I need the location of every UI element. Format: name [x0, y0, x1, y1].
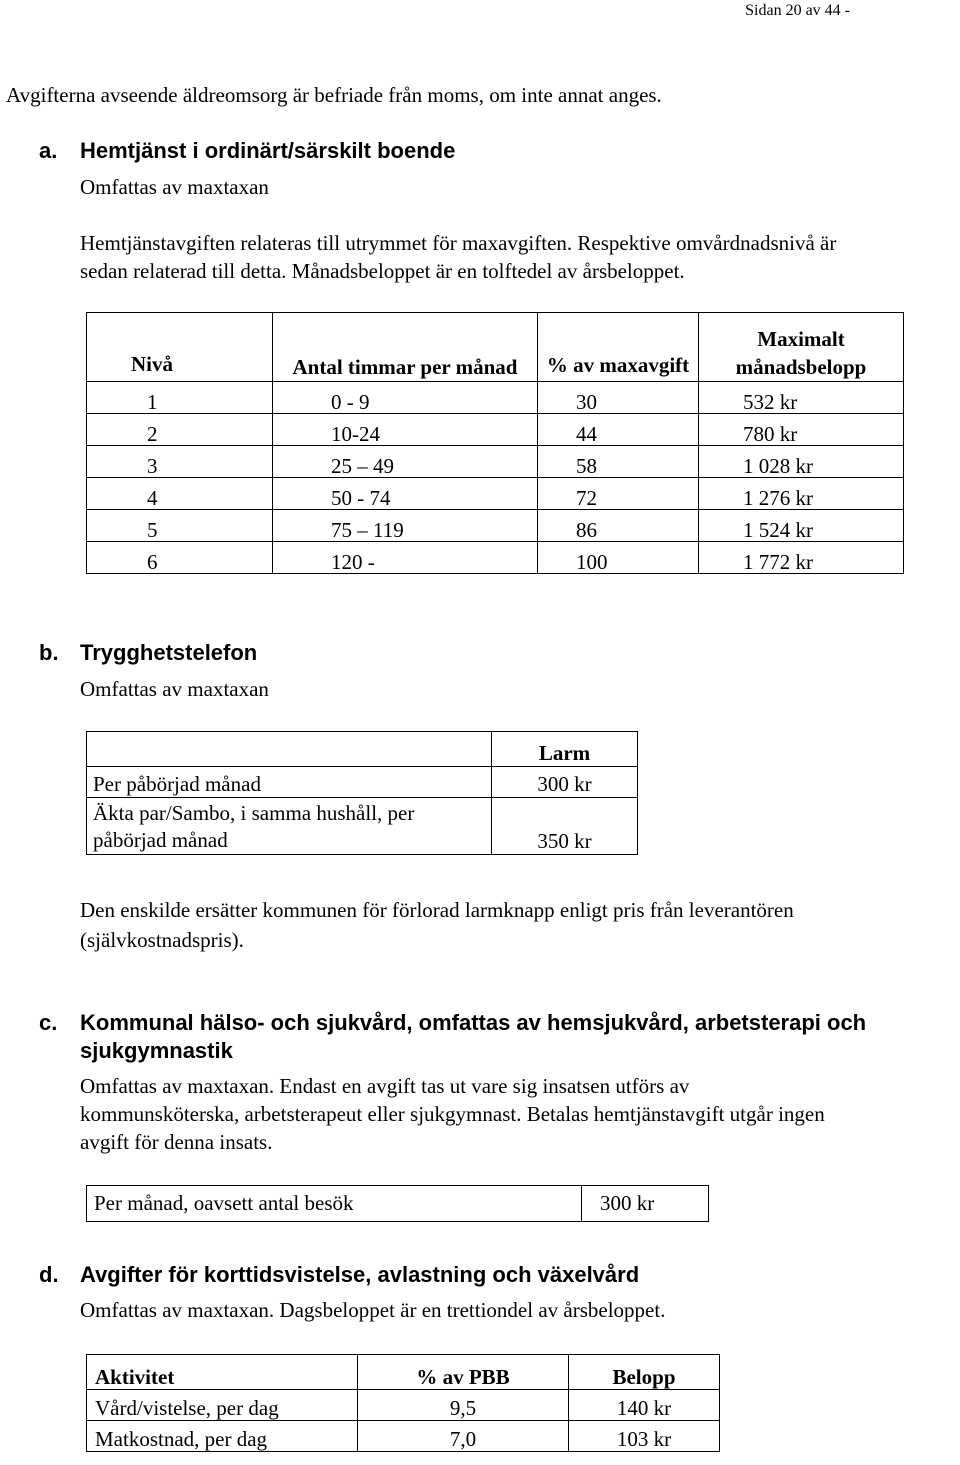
table-cell: 50 - 74	[273, 478, 538, 510]
table-cell: 4	[87, 478, 273, 510]
table-header-cell: Belopp	[569, 1355, 720, 1390]
intro-text: Avgifterna avseende äldreomsorg är befriade från moms, om inte annat anges.	[6, 83, 662, 107]
table-cell: Matkostnad, per dag	[87, 1421, 358, 1452]
table-cell: 300 kr	[492, 767, 638, 798]
section-a-line: Omfattas av maxtaxan	[80, 175, 269, 199]
level-fee-table	[86, 312, 904, 574]
table-header-row	[87, 732, 638, 767]
table-header-cell: Aktivitet	[87, 1355, 358, 1390]
table-cell: 6	[87, 542, 273, 574]
table-row	[87, 478, 904, 510]
table-cell: 780 kr	[699, 414, 904, 446]
table-row	[87, 414, 904, 446]
health-care-fee-table	[86, 1185, 709, 1222]
table-cell: 5	[87, 510, 273, 542]
table-cell: 532 kr	[699, 382, 904, 414]
section-a-title: Hemtjänst i ordinärt/särskilt boende	[80, 138, 456, 163]
table-cell: 75 – 119	[273, 510, 538, 542]
table-header-cell: Antal timmar per månad	[273, 313, 538, 382]
table-cell: 9,5	[358, 1390, 569, 1421]
table-cell: 140 kr	[569, 1390, 720, 1421]
section-d-heading	[39, 1262, 640, 1288]
table-cell: 300 kr	[582, 1186, 709, 1222]
table-cell: 1 524 kr	[699, 510, 904, 542]
section-a-line: sedan relaterad till detta. Månadsbeloppet är en tolftedel av årsbeloppet.	[80, 259, 685, 283]
section-c-marker: c.	[39, 1010, 58, 1035]
table-cell: 58	[538, 446, 699, 478]
table-row	[87, 446, 904, 478]
table-cell: 2	[87, 414, 273, 446]
table-cell: 86	[538, 510, 699, 542]
table-header-row	[87, 1355, 720, 1390]
table-cell: 350 kr	[492, 798, 638, 855]
section-c-title-line: sjukgymnastik	[80, 1038, 233, 1063]
table-header-cell: Larm	[492, 732, 638, 767]
table-cell: Äkta par/Sambo, i samma hushåll, per påbörjad månad	[87, 798, 492, 855]
table-cell: 100	[538, 542, 699, 574]
table-row	[87, 1186, 709, 1222]
table-cell: 0 - 9	[273, 382, 538, 414]
section-c-line: Omfattas av maxtaxan. Endast en avgift tas ut vare sig insatsen utförs av	[80, 1074, 690, 1098]
section-d-title: Avgifter för korttidsvistelse, avlastning och växelvård	[80, 1262, 640, 1287]
section-b-title: Trygghetstelefon	[80, 640, 258, 665]
section-d-line: Omfattas av maxtaxan. Dagsbeloppet är en trettiondel av årsbeloppet.	[80, 1298, 666, 1322]
section-c-line: avgift för denna insats.	[80, 1130, 273, 1154]
section-a-marker: a.	[39, 138, 58, 163]
section-c-line: kommunsköterska, arbetsterapeut eller sjukgymnast. Betalas hemtjänstavgift utgår ingen	[80, 1102, 825, 1126]
table-row	[87, 510, 904, 542]
table-cell: 1	[87, 382, 273, 414]
section-b-line: Omfattas av maxtaxan	[80, 677, 269, 701]
table-header-row	[87, 313, 904, 382]
short-stay-fee-table	[86, 1354, 720, 1452]
table-cell: 30	[538, 382, 699, 414]
table-row	[87, 798, 638, 855]
table-cell: 72	[538, 478, 699, 510]
table-cell: 1 028 kr	[699, 446, 904, 478]
table-row	[87, 767, 638, 798]
alarm-fee-table	[86, 731, 638, 855]
table-cell: Vård/vistelse, per dag	[87, 1390, 358, 1421]
table-cell: 25 – 49	[273, 446, 538, 478]
table-header-cell: Nivå	[87, 313, 273, 382]
page-number: Sidan 20 av 44 -	[745, 2, 850, 19]
section-b-note: Den enskilde ersätter kommunen för förlorad larmknapp enligt pris från leverantören	[80, 898, 794, 922]
section-b-heading	[39, 640, 258, 666]
table-header-cell: % av PBB	[358, 1355, 569, 1390]
table-cell: 120 -	[273, 542, 538, 574]
table-row	[87, 1390, 720, 1421]
section-d-marker: d.	[39, 1262, 59, 1287]
section-b-note: (självkostnadspris).	[80, 928, 244, 952]
section-c-title: Kommunal hälso- och sjukvård, omfattas av hemsjukvård, arbetsterapi och	[80, 1010, 867, 1035]
table-row	[87, 542, 904, 574]
table-row	[87, 382, 904, 414]
section-a-heading	[39, 138, 456, 164]
table-row	[87, 1421, 720, 1452]
table-header-cell: % av maxavgift	[538, 313, 699, 382]
table-cell: 1 276 kr	[699, 478, 904, 510]
table-header-cell: Maximalt månadsbelopp	[699, 313, 904, 382]
table-cell: 7,0	[358, 1421, 569, 1452]
section-a-line: Hemtjänstavgiften relateras till utrymmet för maxavgiften. Respektive omvårdnadsnivå är	[80, 231, 837, 255]
section-c-heading	[39, 1010, 867, 1036]
section-b-marker: b.	[39, 640, 59, 665]
table-cell: Per påbörjad månad	[87, 767, 492, 798]
table-cell: 103 kr	[569, 1421, 720, 1452]
table-cell: Per månad, oavsett antal besök	[87, 1186, 582, 1222]
table-cell: 44	[538, 414, 699, 446]
table-cell	[87, 732, 492, 767]
table-cell: 3	[87, 446, 273, 478]
table-cell: 1 772 kr	[699, 542, 904, 574]
table-cell: 10-24	[273, 414, 538, 446]
